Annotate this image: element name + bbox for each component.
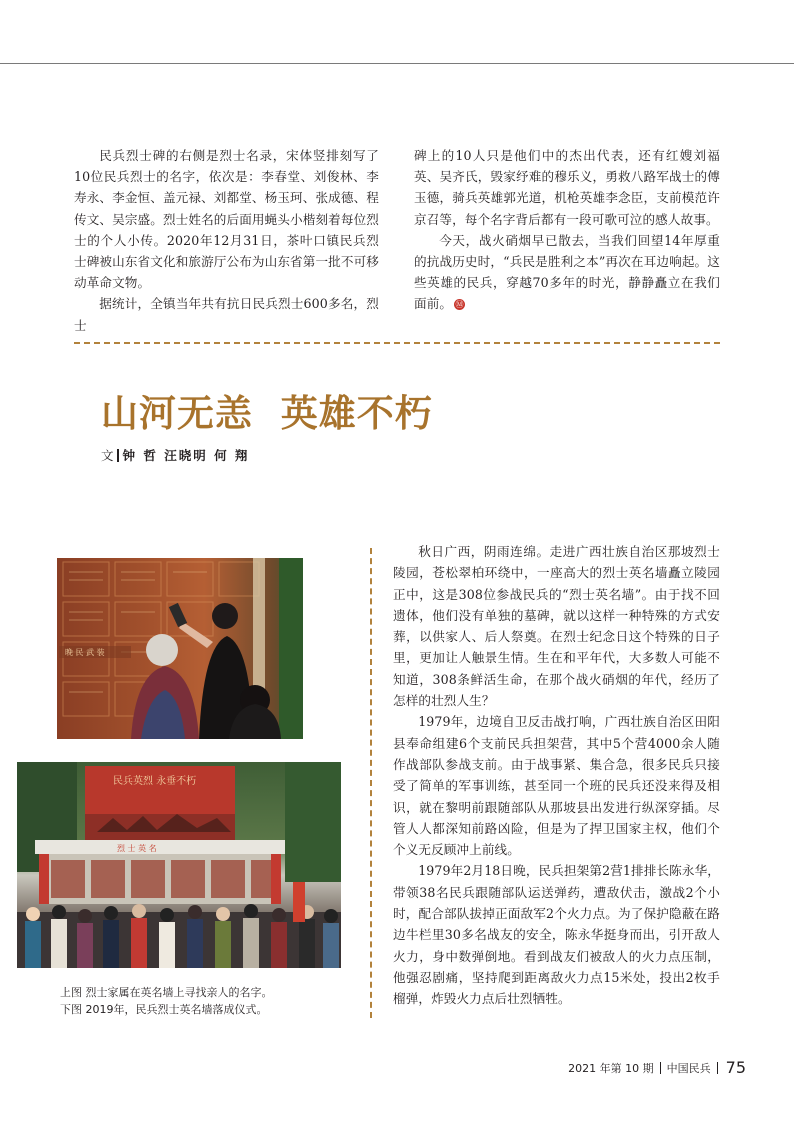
paragraph: 秋日广西，阴雨连绵。走进广西壮族自治区那坡烈士陵园，苍松翠柏环绕中，一座高大的烈士英名墙矗立陵园正中，这是308位参战民兵的“烈士英名墙”。由于找不回遗体，他们没有单独的墓碑，就以这样一种特殊的方式安葬，以供家人、后人祭奠。在烈士纪念日这个特殊的日子里，更加让人触景生情。生在和平年代，大多数人可能不知道，308条鲜活生命，在那个战火硝烟的年代，经历了怎样的壮烈人生？ [393,544,720,709]
end-mark-icon: Ⓜ [455,300,464,310]
footer-divider [717,1062,718,1074]
footer-issue: 2021 年第 10 期 [568,1062,654,1075]
paragraph: 碑上的10人只是他们中的杰出代表，还有红嫂刘福英、吴齐氏，毁家纾难的穆乐义，勇救八路军战士的傅玉德，骑兵英雄郭光道，机枪英雄李念臣，支前模范许京召等，每个名字背后都有一段可歌可泣的感人故事。 [414,148,720,227]
banner-text: 民兵英烈 永垂不朽 [113,776,197,787]
paragraph-text: 今天，战火硝烟早已散去，当我们回望14年厚重的抗战历史时，“兵民是胜利之本”再次在耳边响起。这些英雄的民兵，穿越70多年的时光，静静矗立在我们面前。 [414,232,720,312]
header-rule [0,63,794,64]
top-article-left-column [74,145,379,336]
byline-divider [117,449,119,462]
article-title: 山河无恙 英雄不朽 [101,392,433,435]
page-number: 75 [725,1058,746,1077]
wall-title-text: 烈 士 英 名 [117,844,157,853]
caption-line: 上图 烈士家属在英名墙上寻找亲人的名字。 [60,986,273,999]
byline [101,446,249,464]
paragraph: 1979年，边境自卫反击战打响，广西壮族自治区田阳县奉命组建6个支前民兵担架营，其中5个营4000余人随作战部队参战支前。由于战事紧、集合急，很多民兵只接受了简单的军事训练，甚至同一个班的民兵还没来得及相识，就在黎明前跟随部队从那坡县出发进行纵深穿插。尽管人人都深知前路凶险，但是为了捍卫国家主权，他们个个义无反顾冲上前线。 [393,714,720,858]
paragraph: 1979年2月18日晚，民兵担架第2营1排排长陈永华，带领38名民兵跟随部队运送弹药，遭敌伏击，激战2个小时，配合部队拔掉正面敌军2个火力点。为了保护隐蔽在路边牛栏里30多名战友的安全，陈永华挺身而出，引开敌人火力，身中数弹倒地。看到战友们被敌人的火力点压制，他强忍剧痛，坚持爬到距离敌火力点15米处，投出2枚手榴弹，炸毁火力点后壮烈牺牲。 [393,863,720,1007]
paragraph: 据统计，全镇当年共有抗日民兵烈士600多名，烈士 [74,296,379,333]
caption-line: 下图 2019年，民兵烈士英名墙落成仪式。 [60,1003,268,1016]
photo-caption [60,984,360,1018]
byline-authors: 钟 哲 汪晓明 何 翔 [122,448,250,463]
photo-wall-ceremony [17,762,341,968]
wall-sign-text: 晚 民 武 装 [65,648,105,657]
paragraph [414,230,720,315]
article-body [393,541,720,1010]
paragraph: 民兵烈士碑的右侧是烈士名录，宋体竖排刻写了10位民兵烈士的名字，依次是：李春堂、刘俊林、李寿永、李金恒、盖元禄、刘都堂、杨玉珂、张成德、程传文、吴宗盛。烈士姓名的后面用蝇头小楷刻着每位烈士的个人小传。2020年12月31日，茶叶口镇民兵烈士碑被山东省文化和旅游厅公布为山东省第一批不可移动革命文物。 [74,148,379,291]
byline-prefix: 文 [101,448,114,463]
photo-family-at-wall [57,558,303,739]
section-divider [74,342,720,344]
footer-magazine: 中国民兵 [666,1062,711,1075]
footer-divider [660,1062,661,1074]
page-footer [568,1058,746,1077]
top-article-right-column [414,145,720,315]
column-divider [370,548,372,1018]
